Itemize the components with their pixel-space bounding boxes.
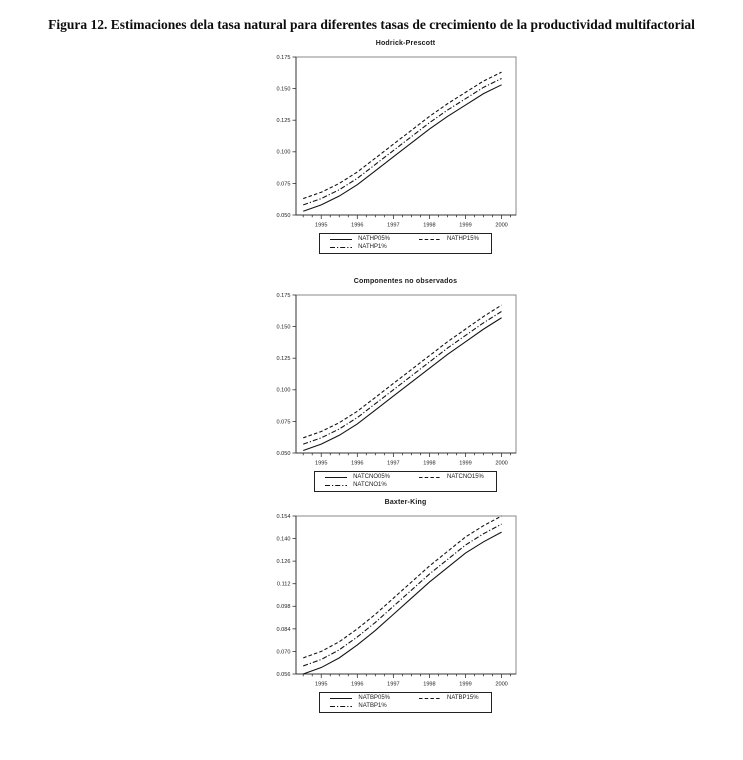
chart-componentes-no-observados <box>252 278 522 492</box>
legend-label: NATHP1% <box>358 244 387 251</box>
y-tick-label: 0.084 <box>276 626 290 633</box>
x-tick-label: 2000 <box>494 460 508 467</box>
legend-label: NATCNO05% <box>353 474 390 481</box>
x-tick-label: 1998 <box>422 222 436 229</box>
series-line-NATBP1% <box>303 524 501 666</box>
series-line-NATHP1% <box>303 78 501 204</box>
y-tick-label: 0.098 <box>276 604 290 611</box>
paper-page <box>0 15 743 713</box>
legend-label: NATBP1% <box>358 703 387 710</box>
chart-title-componentes-no-observados: Componentes no observados <box>353 277 458 285</box>
legend-line-solid-icon <box>329 236 353 243</box>
y-tick-label: 0.075 <box>276 181 290 188</box>
y-tick-label: 0.126 <box>276 558 290 565</box>
baxter-king-plot <box>252 506 522 690</box>
x-tick-label: 1996 <box>350 460 364 467</box>
legend-wrap <box>296 233 516 254</box>
y-tick-label: 0.125 <box>276 118 290 125</box>
x-tick-label: 1999 <box>458 681 472 688</box>
y-tick-label: 0.070 <box>276 649 290 656</box>
charts-column <box>15 40 743 713</box>
y-tick-label: 0.150 <box>276 324 290 331</box>
x-tick-label: 1995 <box>314 681 327 688</box>
legend-line-dashed-icon <box>418 474 442 481</box>
legend-wrap <box>296 471 516 492</box>
chart-hodrick-prescott <box>252 40 522 254</box>
legend-label: NATHP15% <box>447 236 479 243</box>
y-tick-label: 0.050 <box>276 450 290 457</box>
plot-frame <box>296 57 516 215</box>
legend-item <box>418 695 479 702</box>
y-tick-label: 0.125 <box>276 356 290 363</box>
series-line-NATCNO05% <box>303 318 501 451</box>
legend-label: NATCNO1% <box>353 482 387 489</box>
y-tick-label: 0.100 <box>276 387 290 394</box>
chart-title-baxter-king: Baxter-King <box>384 498 427 506</box>
legend-item <box>418 474 484 481</box>
x-tick-label: 1995 <box>314 460 327 467</box>
y-tick-label: 0.075 <box>276 419 290 426</box>
y-tick-label: 0.175 <box>276 292 290 299</box>
legend-item <box>324 482 390 489</box>
legend-baxter-king <box>319 692 491 713</box>
x-tick-label: 1995 <box>314 222 327 229</box>
x-tick-label: 1997 <box>386 460 400 467</box>
legend-line-dashed-icon <box>418 695 442 702</box>
series-line-NATCNO15% <box>303 305 501 438</box>
series-line-NATHP15% <box>303 72 501 198</box>
y-tick-label: 0.150 <box>276 86 290 93</box>
legend-wrap <box>296 692 516 713</box>
legend-line-dashdot-icon <box>324 482 348 489</box>
y-tick-label: 0.100 <box>276 149 290 156</box>
figure-caption: Figura 12. Estimaciones dela tasa natural para diferentes tasas de crecimiento de la productividad multifactorial <box>48 17 695 32</box>
x-tick-label: 1999 <box>458 460 472 467</box>
y-tick-label: 0.154 <box>276 513 290 520</box>
legend-item <box>418 236 479 243</box>
legend-line-dashed-icon <box>418 236 442 243</box>
x-tick-label: 1997 <box>386 681 400 688</box>
series-line-NATBP15% <box>303 516 501 658</box>
legend-label: NATCNO15% <box>447 474 484 481</box>
chart-baxter-king <box>252 499 522 713</box>
legend-item <box>329 236 390 243</box>
y-tick-label: 0.112 <box>276 581 290 588</box>
legend-line-dashdot-icon <box>329 703 353 710</box>
series-line-NATCNO1% <box>303 311 501 444</box>
x-tick-label: 1997 <box>386 222 400 229</box>
legend-item <box>324 474 390 481</box>
legend-componentes-no-observados <box>314 471 497 492</box>
legend-item <box>329 695 390 702</box>
y-tick-label: 0.175 <box>276 54 290 61</box>
x-tick-label: 1996 <box>350 681 364 688</box>
legend-label: NATBP05% <box>358 695 390 702</box>
legend-label: NATHP05% <box>358 236 390 243</box>
x-tick-label: 2000 <box>494 681 508 688</box>
x-tick-label: 1998 <box>422 460 436 467</box>
legend-item <box>329 244 390 251</box>
y-tick-label: 0.140 <box>276 536 290 543</box>
x-tick-label: 2000 <box>494 222 508 229</box>
hodrick-prescott-plot <box>252 47 522 231</box>
legend-line-solid-icon <box>324 474 348 481</box>
legend-label: NATBP15% <box>447 695 479 702</box>
x-tick-label: 1996 <box>350 222 364 229</box>
legend-line-dashdot-icon <box>329 244 353 251</box>
x-tick-label: 1999 <box>458 222 472 229</box>
legend-hodrick-prescott <box>319 233 492 254</box>
componentes-no-observados-plot <box>252 285 522 469</box>
y-tick-label: 0.056 <box>276 671 290 678</box>
y-tick-label: 0.050 <box>276 212 290 219</box>
x-tick-label: 1998 <box>422 681 436 688</box>
chart-title-hodrick-prescott: Hodrick-Prescott <box>375 39 436 47</box>
legend-item <box>329 703 390 710</box>
legend-line-solid-icon <box>329 695 353 702</box>
